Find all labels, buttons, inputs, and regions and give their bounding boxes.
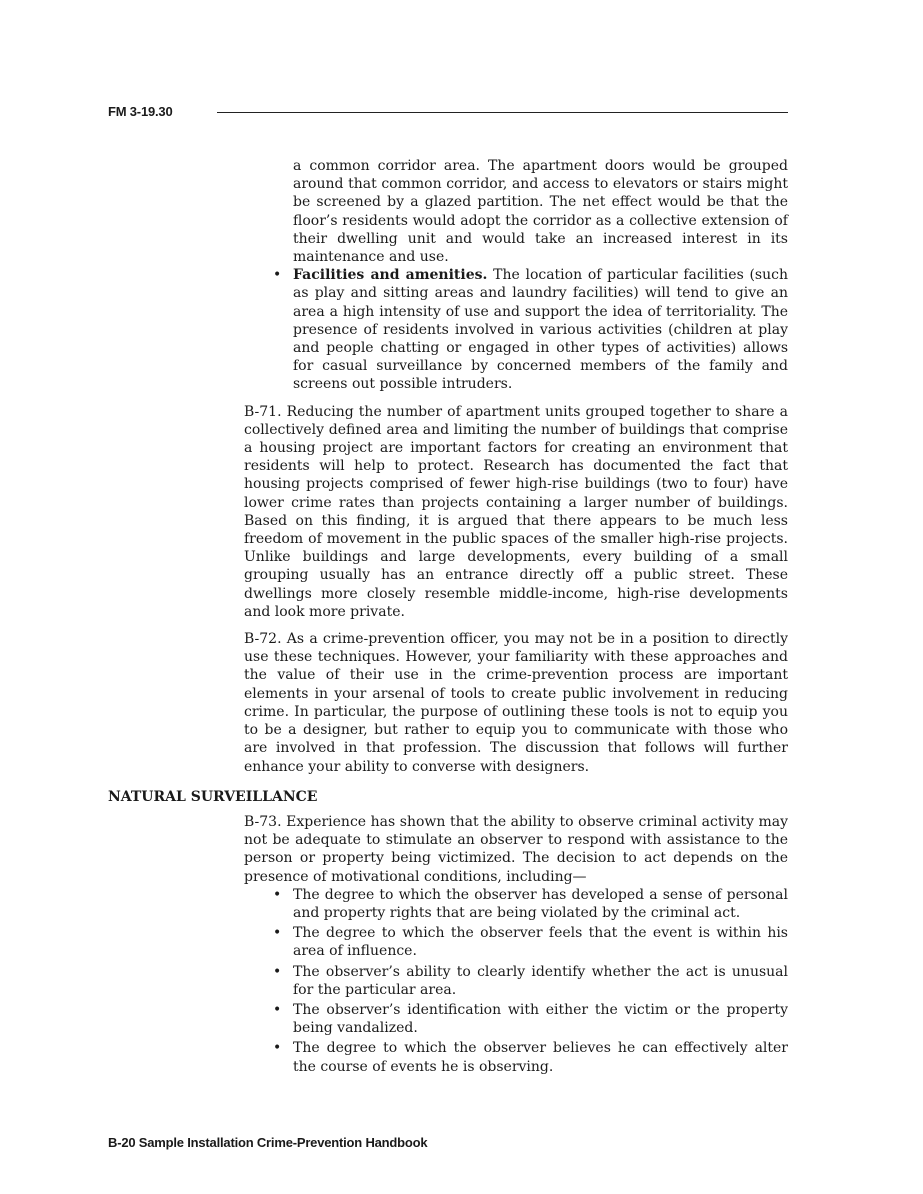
bullet-dot: • xyxy=(273,925,282,942)
bullet-dot: • xyxy=(273,267,282,284)
list-item-text: The degree to which the observer feels that the event is within his area of influence. xyxy=(293,925,788,960)
list-item-text: The observer’s identification with either the victim or the property being vandalized. xyxy=(293,1001,788,1037)
page-content xyxy=(108,157,788,1078)
paragraph-b72: B-72. As a crime-prevention officer, you may not be in a position to directly use these techniques. However, your familiarity with these approaches and the value of their use in the crime-prevention process are important elements in your arsenal of tools to create public involvement in reducing crime. In particular, the purpose of outlining these tools is not to equip you to be a designer, but rather to equip you to communicate with those who are involved in that profession. The discussion that follows will further enhance your ability to converse with designers. xyxy=(244,631,788,775)
section-heading: NATURAL SURVEILLANCE xyxy=(108,788,318,805)
header-rule xyxy=(217,112,788,113)
list-item xyxy=(273,886,788,922)
list-item xyxy=(273,963,788,999)
bullet-facilities xyxy=(273,266,788,393)
bullet-dot: • xyxy=(273,1001,282,1018)
list-item xyxy=(273,1039,788,1075)
list-item-text: The degree to which the observer believes he can effectively alter the course of events he is observing. xyxy=(293,1040,788,1075)
paragraph-b71: B-71. Reducing the number of apartment units grouped together to share a collectively defined area and limiting the number of buildings that comprise a housing project are important factors for creating an environment that residents will help to protect. Research has documented the fact that housing projects comprised of fewer high-rise buildings (two to four) have lower crime rates than projects containing a larger number of buildings. Based on this finding, it is argued that there appears to be much less freedom of movement in the public spaces of the smaller high-rise projects. Unlike buildings and large developments, every building of a small grouping usually has an entrance directly off a public street. These dwellings more closely resemble middle-income, high-rise developments and look more private. xyxy=(244,403,788,620)
document-id: FM 3-19.30 xyxy=(108,104,173,119)
motivational-conditions-list xyxy=(108,886,788,1076)
list-item xyxy=(273,1001,788,1037)
list-item-text: The degree to which the observer has developed a sense of personal and property rights that are being violated by the criminal act. xyxy=(293,886,788,921)
page-header xyxy=(108,104,788,124)
list-item xyxy=(273,924,788,960)
facilities-bullet-list xyxy=(108,266,788,393)
bullet-lead: Facilities and amenities. xyxy=(293,267,488,284)
bullet-dot: • xyxy=(273,963,282,980)
bullet-dot: • xyxy=(273,1040,282,1057)
page-footer: B-20 Sample Installation Crime-Prevention Handbook xyxy=(108,1135,428,1150)
bullet-text: The location of particular facilities (such as play and sitting areas and laundry facilities) will tend to give an area a high intensity of use and support the idea of territoriality. The presence of residents involved in various activities (children at play and people chatting or engaged in other types of activities) allows for casual surveillance by concerned members of the family and screens out possible intruders. xyxy=(293,267,788,393)
list-item-text: The observer’s ability to clearly identify whether the act is unusual for the particular area. xyxy=(293,963,788,998)
paragraph-b73: B-73. Experience has shown that the ability to observe criminal activity may not be adequate to stimulate an observer to respond with assistance to the person or property being victimized. The decision to act depends on the presence of motivational conditions, including— xyxy=(244,813,788,885)
continuation-paragraph: a common corridor area. The apartment doors would be grouped around that common corridor, and access to elevators or stairs might be screened by a glazed partition. The net effect would be that the floor’s residents would adopt the corridor as a collective extension of their dwelling unit and would take an increased interest in its maintenance and use. xyxy=(293,158,788,266)
bullet-dot: • xyxy=(273,886,282,903)
